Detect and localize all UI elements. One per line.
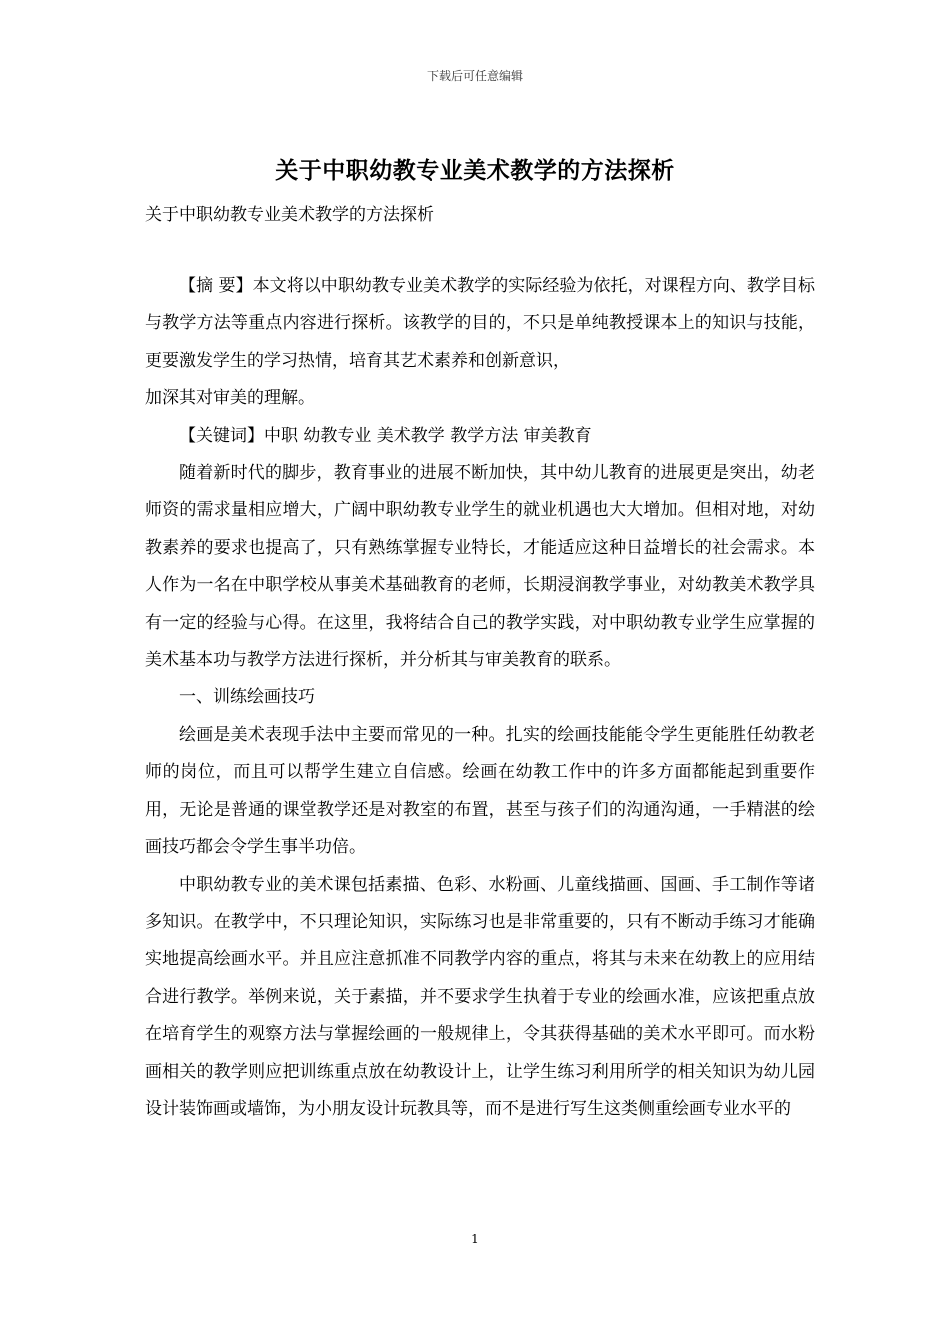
keywords-paragraph: 【关键词】中职 幼教专业 美术教学 教学方法 审美教育 [179,425,592,446]
body-paragraph: 绘画是美术表现手法中主要而常见的一种。扎实的绘画技能能令学生更能胜任幼教老师的岗位，而且可以帮学生建立自信感。绘画在幼教工作中的许多方面都能起到重要作用，无论是普通的课堂教学还是对教室的布置，甚至与孩子们的沟通沟通，一手精湛的绘画技巧都会令学生事半功倍。 [145,724,815,858]
document-subtitle: 关于中职幼教专业美术教学的方法探析 [145,205,434,225]
document-title: 关于中职幼教专业美术教学的方法探析 [275,157,675,184]
intro-paragraph: 随着新时代的脚步，教育事业的进展不断加快，其中幼儿教育的进展更是突出，幼老师资的需求量相应增大，广阔中职幼教专业学生的就业机遇也大大增加。但相对地，对幼教素养的要求也提高了，只有熟练掌握专业特长，才能适应这种日益增长的社会需求。本人作为一名在中职学校从事美术基础教育的老师，长期浸润教学事业，对幼教美术教学具有一定的经验与心得。在这里，我将结合自己的教学实践，对中职幼教专业学生应掌握的美术基本功与教学方法进行探析，并分析其与审美教育的联系。 [145,463,815,671]
abstract-paragraph: 【摘 要】本文将以中职幼教专业美术教学的实际经验为依托，对课程方向、教学目标与教学方法等重点内容进行探析。该教学的目的，不只是单纯教授课本上的知识与技能，更要激发学生的学习热情，培育其艺术素养和创新意识， [145,276,815,371]
section-heading: 一、训练绘画技巧 [179,687,315,708]
body-paragraph: 中职幼教专业的美术课包括素描、色彩、水粉画、儿童线描画、国画、手工制作等诸多知识。在教学中，不只理论知识，实际练习也是非常重要的，只有不断动手练习才能确实地提高绘画水平。并且应注意抓准不同教学内容的重点，将其与未来在幼教上的应用结合进行教学。举例来说，关于素描，并不要求学生执着于专业的绘画水准，应该把重点放在培育学生的观察方法与掌握绘画的一般规律上，令其获得基础的美术水平即可。而水粉画相关的教学则应把训练重点放在幼教设计上，让学生练习利用所学的相关知识为幼儿园设计装饰画或墙饰，为小朋友设计玩教具等，而不是进行写生这类侧重绘画专业水平的 [145,874,815,1119]
document-body [145,268,815,1128]
page-number: 1 [471,1232,479,1246]
page-header-note: 下载后可任意编辑 [426,69,523,83]
abstract-continuation: 加深其对审美的理解。 [145,388,315,409]
